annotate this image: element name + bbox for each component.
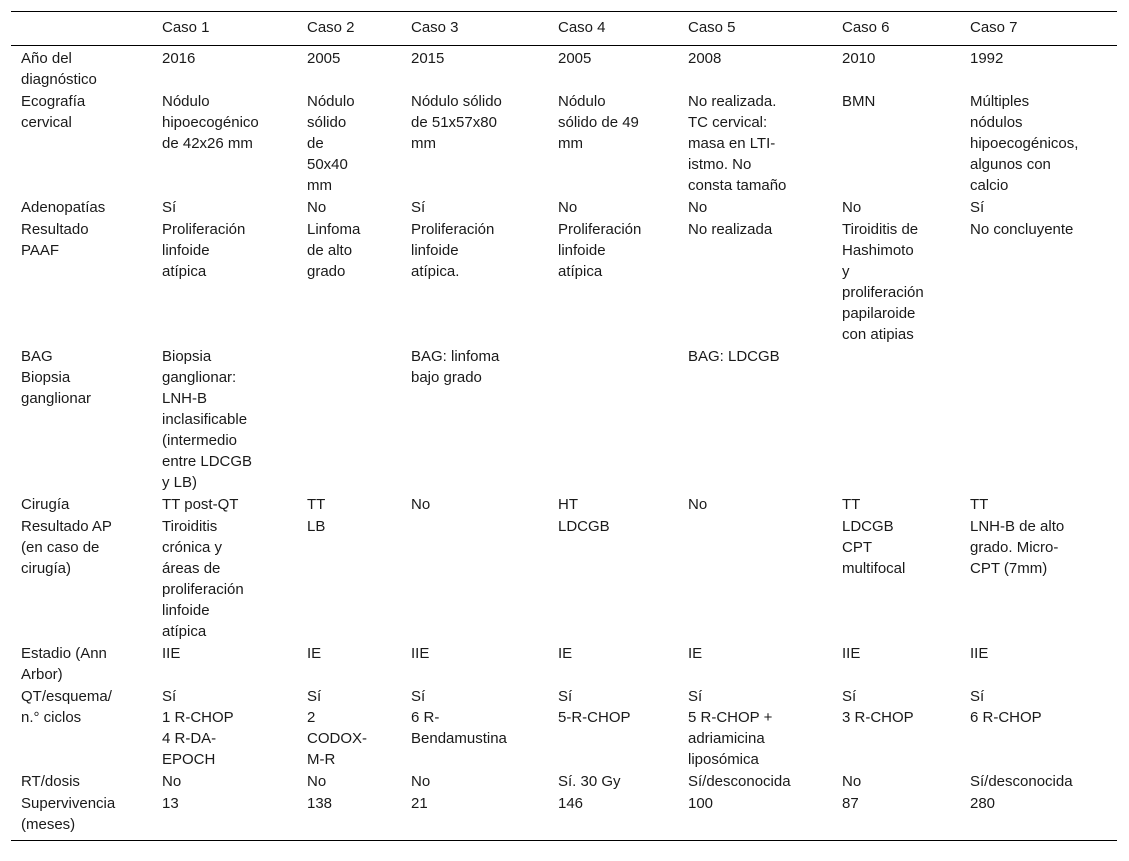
cell-case-6	[832, 46, 960, 92]
cell-line: proliferación	[842, 284, 924, 301]
cell-line: ganglionar:	[162, 369, 237, 386]
cell-case-7	[960, 197, 1117, 219]
cell-case-4	[548, 686, 678, 771]
cell-line: Bendamustina	[411, 730, 507, 747]
cell-case-2	[297, 346, 401, 494]
cell-line: (intermedio	[162, 432, 238, 449]
cell-line: 100	[688, 795, 714, 812]
cell-case-5	[678, 91, 832, 197]
cell-line: masa en LTI-	[688, 135, 776, 152]
row-label	[11, 197, 152, 219]
cell-case-7	[960, 346, 1117, 494]
table-row	[11, 793, 1117, 841]
table-row	[11, 346, 1117, 494]
cell-line: TT	[842, 496, 861, 513]
cell-case-6	[832, 771, 960, 793]
header-corner-cell	[11, 12, 152, 46]
cell-line: Linfoma	[307, 221, 361, 238]
cell-line: Sí	[411, 688, 426, 705]
cell-case-6	[832, 793, 960, 841]
cell-line: algunos con	[970, 156, 1051, 173]
header-case-6: Caso 6	[842, 19, 890, 36]
cell-line: No realizada.	[688, 93, 777, 110]
row-label-line: Arbor)	[21, 666, 63, 683]
cell-line: Sí	[162, 688, 177, 705]
cell-line: y LB)	[162, 474, 198, 491]
cell-line: No	[307, 773, 327, 790]
cell-line: BMN	[842, 93, 876, 110]
table-row	[11, 771, 1117, 793]
cell-case-6	[832, 516, 960, 643]
cell-line: mm	[558, 135, 583, 152]
cell-line: adriamicina	[688, 730, 765, 747]
cell-line: y	[842, 263, 850, 280]
cell-line: IE	[688, 645, 703, 662]
cell-line: 4 R-DA-	[162, 730, 217, 747]
cell-line: LDCGB	[842, 518, 894, 535]
cell-line: de	[307, 135, 324, 152]
cell-line: Tiroiditis	[162, 518, 218, 535]
cell-line: 2016	[162, 50, 196, 67]
cell-case-6	[832, 686, 960, 771]
cell-case-2	[297, 494, 401, 516]
cell-line: Sí	[970, 688, 985, 705]
cell-case-2	[297, 643, 401, 686]
cell-line: No	[558, 199, 578, 216]
cell-line: Proliferación	[162, 221, 246, 238]
cell-line: IE	[558, 645, 573, 662]
cell-case-3	[401, 643, 548, 686]
cell-case-6	[832, 197, 960, 219]
cell-line: Sí	[688, 688, 703, 705]
cell-case-3	[401, 686, 548, 771]
cell-case-1	[152, 494, 297, 516]
cell-case-3	[401, 793, 548, 841]
cell-line: Nódulo	[162, 93, 210, 110]
cell-line: bajo grado	[411, 369, 482, 386]
cell-line: LB	[307, 518, 326, 535]
row-label-line: Biopsia	[21, 369, 71, 386]
cell-line: No	[162, 773, 182, 790]
cell-case-5	[678, 771, 832, 793]
cell-line: con atipias	[842, 326, 914, 343]
cell-line: Sí. 30 Gy	[558, 773, 621, 790]
cell-case-1	[152, 516, 297, 643]
cell-line: de 42x26 mm	[162, 135, 253, 152]
row-label-line: cirugía)	[21, 560, 72, 577]
cell-line: sólido	[307, 114, 347, 131]
row-label	[11, 643, 152, 686]
cell-line: 6 R-	[411, 709, 440, 726]
cell-case-2	[297, 91, 401, 197]
cell-line: de 51x57x80	[411, 114, 497, 131]
cell-line: 5 R-CHOP +	[688, 709, 773, 726]
cell-line: Nódulo	[307, 93, 355, 110]
cell-line: Sí/desconocida	[688, 773, 791, 790]
cell-line: liposómica	[688, 751, 759, 768]
cell-line: TT	[307, 496, 326, 513]
cell-case-2	[297, 771, 401, 793]
cell-line: EPOCH	[162, 751, 216, 768]
cell-line: No	[842, 773, 862, 790]
cell-case-5	[678, 686, 832, 771]
cell-line: Sí/desconocida	[970, 773, 1073, 790]
row-label-line: Ecografía	[21, 93, 86, 110]
cell-line: 5-R-CHOP	[558, 709, 631, 726]
cell-case-1	[152, 643, 297, 686]
cell-line: Proliferación	[411, 221, 495, 238]
row-label	[11, 686, 152, 771]
row-label	[11, 219, 152, 346]
cell-case-2	[297, 686, 401, 771]
cell-line: 138	[307, 795, 333, 812]
cell-line: inclasificable	[162, 411, 248, 428]
row-label	[11, 771, 152, 793]
clinical-cases-table	[11, 11, 1117, 841]
cell-line: grado. Micro-	[970, 539, 1059, 556]
row-label-line: Resultado AP	[21, 518, 112, 535]
header-case-2: Caso 2	[307, 19, 355, 36]
cell-case-5	[678, 793, 832, 841]
row-label-line: BAG	[21, 348, 53, 365]
cell-line: linfoide	[411, 242, 459, 259]
cell-line: 13	[162, 795, 179, 812]
cell-line: 2015	[411, 50, 445, 67]
cell-line: 146	[558, 795, 584, 812]
cell-line: TT	[970, 496, 989, 513]
cell-case-7	[960, 219, 1117, 346]
cell-line: No	[842, 199, 862, 216]
cell-line: linfoide	[162, 242, 210, 259]
cell-line: sólido de 49	[558, 114, 639, 131]
cell-case-4	[548, 346, 678, 494]
cell-case-1	[152, 197, 297, 219]
cell-case-7	[960, 91, 1117, 197]
table-body	[11, 46, 1117, 841]
cell-line: de alto	[307, 242, 353, 259]
cell-line: No	[411, 773, 431, 790]
row-label-line: diagnóstico	[21, 71, 97, 88]
cell-case-3	[401, 494, 548, 516]
header-case-7: Caso 7	[970, 19, 1018, 36]
cell-case-7	[960, 771, 1117, 793]
cell-line: 2005	[558, 50, 592, 67]
cell-case-5	[678, 197, 832, 219]
cell-case-1	[152, 686, 297, 771]
cell-case-4	[548, 197, 678, 219]
row-label-line: (en caso de	[21, 539, 100, 556]
cell-line: IIE	[162, 645, 181, 662]
cell-line: consta tamaño	[688, 177, 787, 194]
table-row	[11, 91, 1117, 197]
cell-line: istmo. No	[688, 156, 752, 173]
cell-line: linfoide	[162, 602, 210, 619]
cell-case-5	[678, 643, 832, 686]
cell-case-7	[960, 494, 1117, 516]
cell-line: LNH-B	[162, 390, 208, 407]
cell-line: Múltiples	[970, 93, 1030, 110]
cell-line: LNH-B de alto	[970, 518, 1065, 535]
cell-line: CODOX-	[307, 730, 367, 747]
cell-case-3	[401, 346, 548, 494]
cell-line: HT	[558, 496, 578, 513]
cell-case-1	[152, 793, 297, 841]
cell-case-5	[678, 219, 832, 346]
cell-line: M-R	[307, 751, 336, 768]
cell-case-3	[401, 219, 548, 346]
cell-line: 2005	[307, 50, 341, 67]
cell-case-5	[678, 516, 832, 643]
cell-line: 3 R-CHOP	[842, 709, 914, 726]
row-label-line: ganglionar	[21, 390, 92, 407]
cell-case-6	[832, 494, 960, 516]
cell-case-1	[152, 46, 297, 92]
cell-case-6	[832, 91, 960, 197]
cell-line: entre LDCGB	[162, 453, 253, 470]
cell-line: No	[307, 199, 327, 216]
cell-case-1	[152, 219, 297, 346]
cell-line: CPT (7mm)	[970, 560, 1048, 577]
cell-case-2	[297, 219, 401, 346]
row-label	[11, 516, 152, 643]
table-header	[11, 12, 1117, 46]
cell-line: 21	[411, 795, 428, 812]
cell-line: Nódulo sólido	[411, 93, 502, 110]
cell-line: calcio	[970, 177, 1009, 194]
cell-case-1	[152, 346, 297, 494]
cell-line: proliferación	[162, 581, 244, 598]
row-label-line: PAAF	[21, 242, 60, 259]
cell-line: Sí	[842, 688, 857, 705]
cell-case-3	[401, 46, 548, 92]
cell-line: linfoide	[558, 242, 606, 259]
cell-case-7	[960, 516, 1117, 643]
cell-line: áreas de	[162, 560, 221, 577]
cell-line: 87	[842, 795, 859, 812]
cell-line: grado	[307, 263, 346, 280]
cell-case-7	[960, 686, 1117, 771]
cell-line: nódulos	[970, 114, 1023, 131]
row-label-line: Resultado	[21, 221, 89, 238]
cell-line: IIE	[970, 645, 989, 662]
row-label-line: n.° ciclos	[21, 709, 82, 726]
cell-case-6	[832, 346, 960, 494]
cell-case-6	[832, 219, 960, 346]
cell-line: atípica	[162, 623, 207, 640]
cell-line: 280	[970, 795, 996, 812]
cell-case-2	[297, 46, 401, 92]
cell-line: LDCGB	[558, 518, 610, 535]
row-label	[11, 494, 152, 516]
cell-case-3	[401, 91, 548, 197]
cell-case-1	[152, 771, 297, 793]
cell-line: Proliferación	[558, 221, 642, 238]
cell-line: No	[688, 199, 708, 216]
row-label-line: cervical	[21, 114, 72, 131]
row-label-line: QT/esquema/	[21, 688, 112, 705]
row-label	[11, 346, 152, 494]
cell-line: No realizada	[688, 221, 773, 238]
row-label-line: Año del	[21, 50, 72, 67]
header-case-1: Caso 1	[162, 19, 210, 36]
cell-case-2	[297, 516, 401, 643]
cell-line: TC cervical:	[688, 114, 768, 131]
table-row	[11, 197, 1117, 219]
cell-case-5	[678, 346, 832, 494]
table-row	[11, 516, 1117, 643]
cell-line: Hashimoto	[842, 242, 914, 259]
row-label-line: Supervivencia	[21, 795, 116, 812]
cell-line: Nódulo	[558, 93, 606, 110]
row-label	[11, 91, 152, 197]
cell-line: BAG: LDCGB	[688, 348, 780, 365]
cell-case-4	[548, 771, 678, 793]
cell-line: papilaroide	[842, 305, 916, 322]
cell-line: Sí	[411, 199, 426, 216]
cell-line: mm	[411, 135, 436, 152]
row-label	[11, 793, 152, 841]
row-label-line: Cirugía	[21, 496, 70, 513]
cell-case-4	[548, 91, 678, 197]
cell-line: Sí	[558, 688, 573, 705]
cell-case-7	[960, 793, 1117, 841]
table-row	[11, 219, 1117, 346]
cell-line: atípica.	[411, 263, 460, 280]
cell-line: multifocal	[842, 560, 906, 577]
cell-line: 1 R-CHOP	[162, 709, 234, 726]
cell-line: BAG: linfoma	[411, 348, 500, 365]
cell-case-4	[548, 219, 678, 346]
cell-case-6	[832, 643, 960, 686]
cell-case-3	[401, 516, 548, 643]
cell-line: 2010	[842, 50, 876, 67]
cell-line: hipoecogénicos,	[970, 135, 1079, 152]
cell-line: crónica y	[162, 539, 223, 556]
table-row	[11, 643, 1117, 686]
cell-line: IIE	[842, 645, 861, 662]
cell-line: Tiroiditis de	[842, 221, 919, 238]
cell-line: hipoecogénico	[162, 114, 259, 131]
cell-case-3	[401, 197, 548, 219]
cell-line: atípica	[162, 263, 207, 280]
cell-line: Sí	[162, 199, 177, 216]
row-label-line: RT/dosis	[21, 773, 80, 790]
cell-case-4	[548, 494, 678, 516]
header-row	[11, 12, 1117, 46]
cell-case-3	[401, 771, 548, 793]
table-row	[11, 686, 1117, 771]
cell-case-4	[548, 516, 678, 643]
cell-case-4	[548, 643, 678, 686]
cell-case-1	[152, 91, 297, 197]
row-label-line: Estadio (Ann	[21, 645, 107, 662]
cell-line: Sí	[307, 688, 322, 705]
cell-line: IE	[307, 645, 322, 662]
row-label-line: Adenopatías	[21, 199, 106, 216]
cell-line: 2008	[688, 50, 722, 67]
cell-line: 6 R-CHOP	[970, 709, 1042, 726]
cell-case-5	[678, 494, 832, 516]
table-row	[11, 46, 1117, 92]
cell-line: mm	[307, 177, 332, 194]
cell-line: CPT	[842, 539, 872, 556]
cell-case-2	[297, 793, 401, 841]
cell-line: 1992	[970, 50, 1004, 67]
cell-line: No	[688, 496, 708, 513]
cell-line: TT post-QT	[162, 496, 239, 513]
header-case-3: Caso 3	[411, 19, 459, 36]
cell-case-2	[297, 197, 401, 219]
cell-line: No	[411, 496, 431, 513]
cell-case-5	[678, 46, 832, 92]
row-label	[11, 46, 152, 92]
cell-line: No concluyente	[970, 221, 1074, 238]
cell-case-7	[960, 643, 1117, 686]
header-case-5: Caso 5	[688, 19, 736, 36]
cell-line: Biopsia	[162, 348, 212, 365]
cell-line: atípica	[558, 263, 603, 280]
cell-line: 2	[307, 709, 316, 726]
cell-case-4	[548, 46, 678, 92]
cell-line: 50x40	[307, 156, 348, 173]
cell-line: IIE	[411, 645, 430, 662]
cell-case-4	[548, 793, 678, 841]
cell-case-7	[960, 46, 1117, 92]
cell-line: Sí	[970, 199, 985, 216]
header-case-4: Caso 4	[558, 19, 606, 36]
table-row	[11, 494, 1117, 516]
row-label-line: (meses)	[21, 816, 76, 833]
